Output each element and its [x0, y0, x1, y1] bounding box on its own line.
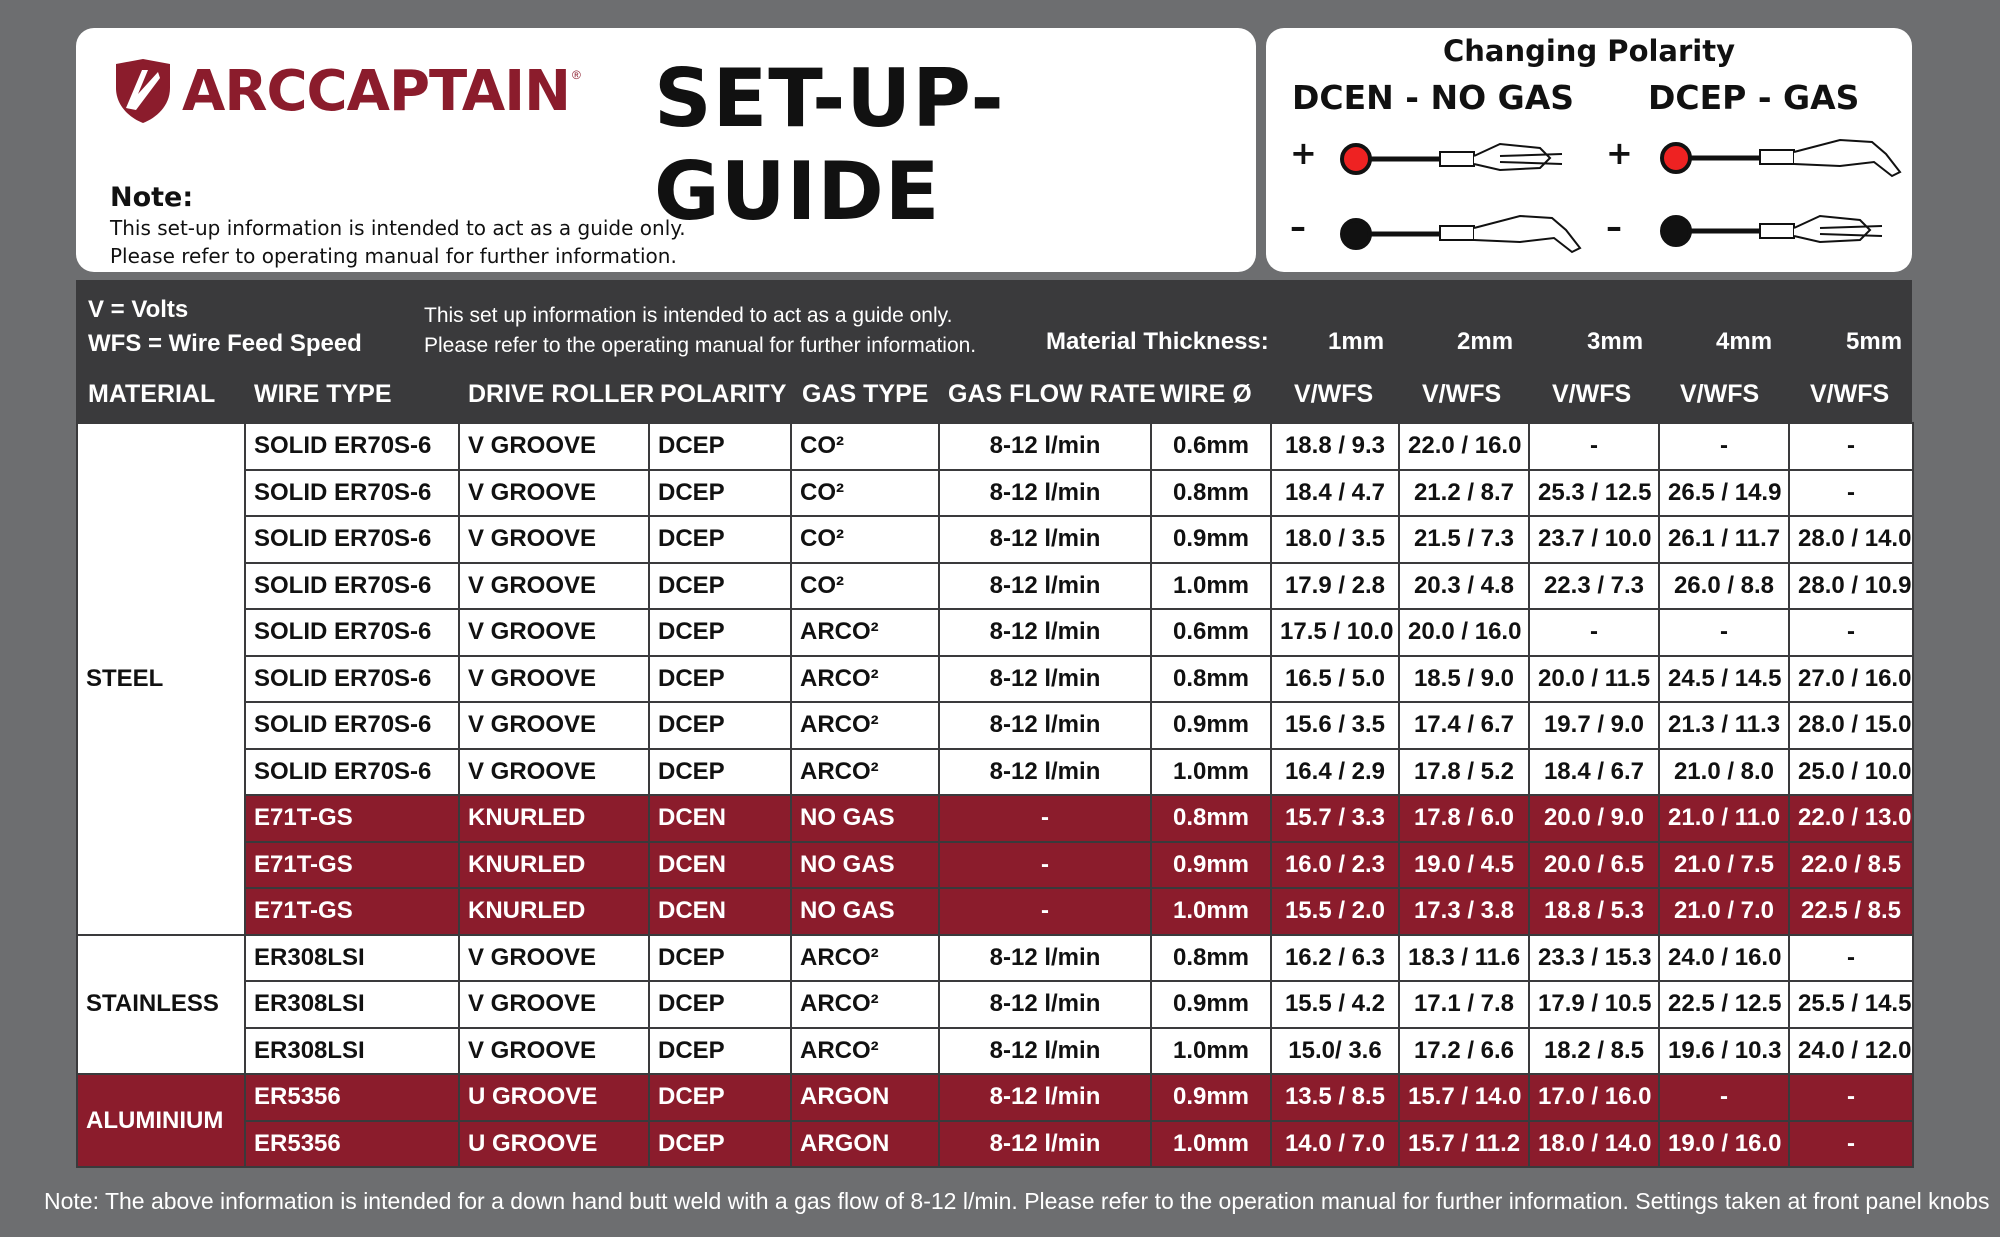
- table-cell: 0.9mm: [1151, 1074, 1271, 1121]
- table-cell: DCEP: [649, 1074, 791, 1121]
- table-row: [77, 981, 1913, 1028]
- table-cell: 15.7 / 11.2: [1399, 1121, 1529, 1168]
- table-cell: 18.2 / 8.5: [1529, 1028, 1659, 1075]
- material-cell: ALUMINIUM: [77, 1074, 245, 1167]
- table-cell: 20.3 / 4.8: [1399, 563, 1529, 610]
- table-cell: 25.0 / 10.0: [1789, 749, 1913, 796]
- table-cell: 22.0 / 13.0: [1789, 795, 1913, 842]
- table-cell: 21.3 / 11.3: [1659, 702, 1789, 749]
- table-cell: V GROOVE: [459, 656, 649, 703]
- table-cell: 21.2 / 8.7: [1399, 470, 1529, 517]
- table-cell: ARCO²: [791, 702, 939, 749]
- table-cell: 1.0mm: [1151, 749, 1271, 796]
- table-cell: DCEP: [649, 609, 791, 656]
- table-row: [77, 795, 1913, 842]
- table-cell: 21.5 / 7.3: [1399, 516, 1529, 563]
- table-cell: V GROOVE: [459, 935, 649, 982]
- table-cell: KNURLED: [459, 888, 649, 935]
- dcep-heading: DCEP - GAS: [1648, 78, 1860, 117]
- table-row: [77, 609, 1913, 656]
- table-cell: 15.0/ 3.6: [1271, 1028, 1399, 1075]
- thickness-2mm: 2mm: [1457, 328, 1514, 355]
- table-cell: E71T-GS: [245, 795, 459, 842]
- table-cell: 22.0 / 16.0: [1399, 423, 1529, 470]
- table-cell: -: [1789, 1074, 1913, 1121]
- table-cell: U GROOVE: [459, 1074, 649, 1121]
- table-cell: SOLID ER70S-6: [245, 563, 459, 610]
- table-cell: DCEP: [649, 516, 791, 563]
- table-cell: 15.5 / 2.0: [1271, 888, 1399, 935]
- table-cell: 15.5 / 4.2: [1271, 981, 1399, 1028]
- table-info-line-1: This set up information is intended to act as a guide only.: [424, 304, 953, 327]
- dcen-minus-sign: –: [1290, 208, 1306, 246]
- table-cell: E71T-GS: [245, 888, 459, 935]
- table-cell: 1.0mm: [1151, 563, 1271, 610]
- dcep-negative-earth-clamp-icon: [1660, 206, 1900, 256]
- table-cell: 22.0 / 8.5: [1789, 842, 1913, 889]
- table-cell: 23.7 / 10.0: [1529, 516, 1659, 563]
- table-cell: 28.0 / 14.0: [1789, 516, 1913, 563]
- table-cell: DCEP: [649, 656, 791, 703]
- table-cell: 24.0 / 12.0: [1789, 1028, 1913, 1075]
- table-cell: 18.0 / 3.5: [1271, 516, 1399, 563]
- table-cell: DCEP: [649, 563, 791, 610]
- table-row: [77, 423, 1913, 470]
- table-cell: -: [1529, 423, 1659, 470]
- table-row: [77, 656, 1913, 703]
- registered-mark: ®: [571, 68, 581, 82]
- table-cell: 19.0 / 4.5: [1399, 842, 1529, 889]
- table-cell: 8-12 l/min: [939, 563, 1151, 610]
- dcen-positive-earth-clamp-icon: [1340, 134, 1580, 184]
- polarity-card: [1266, 28, 1912, 272]
- table-cell: ARCO²: [791, 656, 939, 703]
- table-cell: ER308LSI: [245, 981, 459, 1028]
- table-cell: 19.0 / 16.0: [1659, 1121, 1789, 1168]
- table-cell: -: [1789, 470, 1913, 517]
- table-cell: 8-12 l/min: [939, 609, 1151, 656]
- table-cell: 17.9 / 10.5: [1529, 981, 1659, 1028]
- table-cell: DCEP: [649, 1121, 791, 1168]
- table-info-line-2: Please refer to the operating manual for further information.: [424, 334, 977, 357]
- table-cell: ER308LSI: [245, 1028, 459, 1075]
- col-header-vwfs-5mm: V/WFS: [1810, 380, 1890, 408]
- table-cell: -: [1789, 609, 1913, 656]
- thickness-3mm: 3mm: [1587, 328, 1644, 355]
- brand-name: ARCCAPTAIN: [182, 58, 570, 124]
- table-cell: U GROOVE: [459, 1121, 649, 1168]
- col-header-vwfs-4mm: V/WFS: [1680, 380, 1760, 408]
- table-cell: 17.8 / 6.0: [1399, 795, 1529, 842]
- note-label: Note:: [110, 182, 194, 213]
- dcen-negative-torch-icon: [1340, 204, 1600, 264]
- table-cell: ER308LSI: [245, 935, 459, 982]
- table-cell: 8-12 l/min: [939, 423, 1151, 470]
- table-cell: 19.7 / 9.0: [1529, 702, 1659, 749]
- table-cell: 18.3 / 11.6: [1399, 935, 1529, 982]
- table-cell: 24.5 / 14.5: [1659, 656, 1789, 703]
- col-header-material: MATERIAL: [88, 380, 216, 408]
- table-cell: V GROOVE: [459, 702, 649, 749]
- table-cell: 18.4 / 4.7: [1271, 470, 1399, 517]
- table-cell: 26.0 / 8.8: [1659, 563, 1789, 610]
- table-cell: DCEP: [649, 1028, 791, 1075]
- col-header-polarity: POLARITY: [660, 380, 787, 408]
- table-cell: SOLID ER70S-6: [245, 656, 459, 703]
- col-header-gas-flow-rate: GAS FLOW RATE: [948, 380, 1156, 408]
- table-cell: 13.5 / 8.5: [1271, 1074, 1399, 1121]
- table-body: [77, 423, 1913, 1167]
- table-cell: NO GAS: [791, 842, 939, 889]
- table-cell: SOLID ER70S-6: [245, 516, 459, 563]
- table-cell: NO GAS: [791, 795, 939, 842]
- polarity-title: Changing Polarity: [1442, 34, 1736, 68]
- table-cell: -: [939, 795, 1151, 842]
- table-cell: 17.5 / 10.0: [1271, 609, 1399, 656]
- table-cell: E71T-GS: [245, 842, 459, 889]
- table-cell: V GROOVE: [459, 563, 649, 610]
- thickness-4mm: 4mm: [1716, 328, 1773, 355]
- note-line-2: Please refer to operating manual for further information.: [110, 244, 677, 268]
- table-cell: 0.6mm: [1151, 609, 1271, 656]
- table-row: [77, 888, 1913, 935]
- legend-volts: V = Volts: [88, 296, 189, 323]
- table-cell: 19.6 / 10.3: [1659, 1028, 1789, 1075]
- table-cell: 0.9mm: [1151, 516, 1271, 563]
- table-cell: 25.5 / 14.5: [1789, 981, 1913, 1028]
- table-cell: 18.8 / 5.3: [1529, 888, 1659, 935]
- table-cell: NO GAS: [791, 888, 939, 935]
- table-cell: V GROOVE: [459, 609, 649, 656]
- table-cell: DCEP: [649, 935, 791, 982]
- table-cell: 8-12 l/min: [939, 1121, 1151, 1168]
- table-cell: 17.0 / 16.0: [1529, 1074, 1659, 1121]
- table-cell: 0.8mm: [1151, 656, 1271, 703]
- table-cell: 17.1 / 7.8: [1399, 981, 1529, 1028]
- note-line-1: This set-up information is intended to act as a guide only.: [110, 216, 686, 240]
- table-cell: 0.6mm: [1151, 423, 1271, 470]
- table-row: [77, 516, 1913, 563]
- table-cell: 8-12 l/min: [939, 1074, 1151, 1121]
- table-cell: 28.0 / 15.0: [1789, 702, 1913, 749]
- table-cell: 21.0 / 7.5: [1659, 842, 1789, 889]
- table-cell: 1.0mm: [1151, 888, 1271, 935]
- table-cell: 25.3 / 12.5: [1529, 470, 1659, 517]
- table-cell: 8-12 l/min: [939, 1028, 1151, 1075]
- table-cell: -: [1789, 935, 1913, 982]
- table-row: [77, 842, 1913, 889]
- table-cell: -: [939, 888, 1151, 935]
- table-cell: ARCO²: [791, 749, 939, 796]
- table-cell: 14.0 / 7.0: [1271, 1121, 1399, 1168]
- dcen-plus-sign: +: [1290, 134, 1317, 172]
- table-cell: 28.0 / 10.9: [1789, 563, 1913, 610]
- dcen-heading: DCEN - NO GAS: [1292, 78, 1574, 117]
- table-cell: DCEN: [649, 842, 791, 889]
- table-row: [77, 1074, 1913, 1121]
- table-cell: 8-12 l/min: [939, 935, 1151, 982]
- table-cell: CO²: [791, 470, 939, 517]
- table-cell: 22.5 / 8.5: [1789, 888, 1913, 935]
- table-cell: 0.9mm: [1151, 981, 1271, 1028]
- table-cell: 0.9mm: [1151, 842, 1271, 889]
- table-cell: ARCO²: [791, 1028, 939, 1075]
- shield-logo-icon: [112, 58, 174, 124]
- table-cell: 21.0 / 7.0: [1659, 888, 1789, 935]
- col-header-vwfs-1mm: V/WFS: [1294, 380, 1374, 408]
- table-cell: 18.5 / 9.0: [1399, 656, 1529, 703]
- thickness-label: Material Thickness:: [1046, 328, 1269, 355]
- table-cell: 8-12 l/min: [939, 749, 1151, 796]
- col-header-drive-roller: DRIVE ROLLER: [468, 380, 655, 408]
- setup-table: [76, 422, 1914, 1168]
- table-cell: CO²: [791, 563, 939, 610]
- dcep-minus-sign: –: [1606, 208, 1622, 246]
- table-cell: 8-12 l/min: [939, 656, 1151, 703]
- table-cell: 0.8mm: [1151, 935, 1271, 982]
- thickness-1mm: 1mm: [1328, 328, 1385, 355]
- table-cell: 24.0 / 16.0: [1659, 935, 1789, 982]
- table-cell: 22.5 / 12.5: [1659, 981, 1789, 1028]
- table-cell: 17.8 / 5.2: [1399, 749, 1529, 796]
- table-cell: V GROOVE: [459, 981, 649, 1028]
- table-cell: ER5356: [245, 1121, 459, 1168]
- table-cell: V GROOVE: [459, 516, 649, 563]
- table-cell: DCEP: [649, 470, 791, 517]
- table-cell: 17.3 / 3.8: [1399, 888, 1529, 935]
- table-cell: 16.0 / 2.3: [1271, 842, 1399, 889]
- table-cell: V GROOVE: [459, 423, 649, 470]
- table-cell: ARCO²: [791, 935, 939, 982]
- table-cell: 0.8mm: [1151, 795, 1271, 842]
- table-cell: DCEN: [649, 888, 791, 935]
- header-card: [76, 28, 1256, 272]
- material-cell: STEEL: [77, 423, 245, 935]
- table-cell: 27.0 / 16.0: [1789, 656, 1913, 703]
- table-cell: ARCO²: [791, 609, 939, 656]
- table-cell: 15.6 / 3.5: [1271, 702, 1399, 749]
- table-cell: -: [1529, 609, 1659, 656]
- table-cell: 16.4 / 2.9: [1271, 749, 1399, 796]
- thickness-5mm: 5mm: [1846, 328, 1903, 355]
- table-cell: ARCO²: [791, 981, 939, 1028]
- table-cell: DCEP: [649, 702, 791, 749]
- col-header-vwfs-2mm: V/WFS: [1422, 380, 1502, 408]
- table-cell: ARGON: [791, 1074, 939, 1121]
- table-cell: -: [1659, 609, 1789, 656]
- table-row: [77, 470, 1913, 517]
- table-cell: DCEN: [649, 795, 791, 842]
- table-cell: 8-12 l/min: [939, 702, 1151, 749]
- table-cell: 1.0mm: [1151, 1121, 1271, 1168]
- table-row: [77, 1121, 1913, 1168]
- table-cell: 18.0 / 14.0: [1529, 1121, 1659, 1168]
- table-cell: 20.0 / 9.0: [1529, 795, 1659, 842]
- dcep-plus-sign: +: [1606, 134, 1633, 172]
- table-cell: 8-12 l/min: [939, 470, 1151, 517]
- table-cell: 20.0 / 16.0: [1399, 609, 1529, 656]
- table-cell: 17.4 / 6.7: [1399, 702, 1529, 749]
- table-cell: -: [1789, 1121, 1913, 1168]
- table-cell: DCEP: [649, 749, 791, 796]
- legend-wfs: WFS = Wire Feed Speed: [88, 330, 362, 357]
- col-header-wire-type: WIRE TYPE: [254, 380, 392, 408]
- table-cell: 26.1 / 11.7: [1659, 516, 1789, 563]
- table-cell: 0.8mm: [1151, 470, 1271, 517]
- table-cell: ARGON: [791, 1121, 939, 1168]
- table-cell: 16.2 / 6.3: [1271, 935, 1399, 982]
- table-cell: DCEP: [649, 423, 791, 470]
- table-row: [77, 749, 1913, 796]
- table-cell: 21.0 / 8.0: [1659, 749, 1789, 796]
- table-cell: -: [1659, 423, 1789, 470]
- table-cell: V GROOVE: [459, 470, 649, 517]
- table-cell: 0.9mm: [1151, 702, 1271, 749]
- table-cell: 17.9 / 2.8: [1271, 563, 1399, 610]
- table-cell: 1.0mm: [1151, 1028, 1271, 1075]
- table-cell: SOLID ER70S-6: [245, 702, 459, 749]
- table-cell: SOLID ER70S-6: [245, 470, 459, 517]
- table-row: [77, 935, 1913, 982]
- table-row: [77, 563, 1913, 610]
- table-cell: KNURLED: [459, 842, 649, 889]
- table-row: [77, 702, 1913, 749]
- col-header-gas-type: GAS TYPE: [802, 380, 929, 408]
- table-cell: 20.0 / 11.5: [1529, 656, 1659, 703]
- material-cell: STAINLESS: [77, 935, 245, 1075]
- table-cell: SOLID ER70S-6: [245, 423, 459, 470]
- footer-note: Note: The above information is intended for a down hand butt weld with a gas flow of 8-12 l/min. Please refer to the operation manual for further information. Settings taken at front panel knobs: [44, 1188, 1990, 1214]
- table-cell: 20.0 / 6.5: [1529, 842, 1659, 889]
- table-cell: 8-12 l/min: [939, 981, 1151, 1028]
- table-cell: 21.0 / 11.0: [1659, 795, 1789, 842]
- table-cell: 23.3 / 15.3: [1529, 935, 1659, 982]
- table-cell: 15.7 / 14.0: [1399, 1074, 1529, 1121]
- table-cell: 26.5 / 14.9: [1659, 470, 1789, 517]
- brand-logo: [112, 58, 581, 124]
- page-title: SET-UP-GUIDE: [654, 52, 1005, 238]
- table-cell: SOLID ER70S-6: [245, 609, 459, 656]
- dcep-positive-torch-icon: [1660, 128, 1910, 188]
- table-cell: 16.5 / 5.0: [1271, 656, 1399, 703]
- table-cell: -: [939, 842, 1151, 889]
- table-cell: ER5356: [245, 1074, 459, 1121]
- table-cell: CO²: [791, 516, 939, 563]
- table-cell: 15.7 / 3.3: [1271, 795, 1399, 842]
- table-cell: 18.4 / 6.7: [1529, 749, 1659, 796]
- col-header-vwfs-3mm: V/WFS: [1552, 380, 1632, 408]
- table-cell: CO²: [791, 423, 939, 470]
- table-cell: KNURLED: [459, 795, 649, 842]
- table-row: [77, 1028, 1913, 1075]
- table-cell: V GROOVE: [459, 749, 649, 796]
- table-cell: 22.3 / 7.3: [1529, 563, 1659, 610]
- table-cell: V GROOVE: [459, 1028, 649, 1075]
- table-cell: 18.8 / 9.3: [1271, 423, 1399, 470]
- table-cell: 17.2 / 6.6: [1399, 1028, 1529, 1075]
- table-cell: -: [1789, 423, 1913, 470]
- table-cell: DCEP: [649, 981, 791, 1028]
- table-cell: SOLID ER70S-6: [245, 749, 459, 796]
- setup-table-panel: [76, 280, 1912, 1157]
- col-header-wire-diameter: WIRE Ø: [1160, 380, 1252, 408]
- table-cell: 8-12 l/min: [939, 516, 1151, 563]
- table-cell: -: [1659, 1074, 1789, 1121]
